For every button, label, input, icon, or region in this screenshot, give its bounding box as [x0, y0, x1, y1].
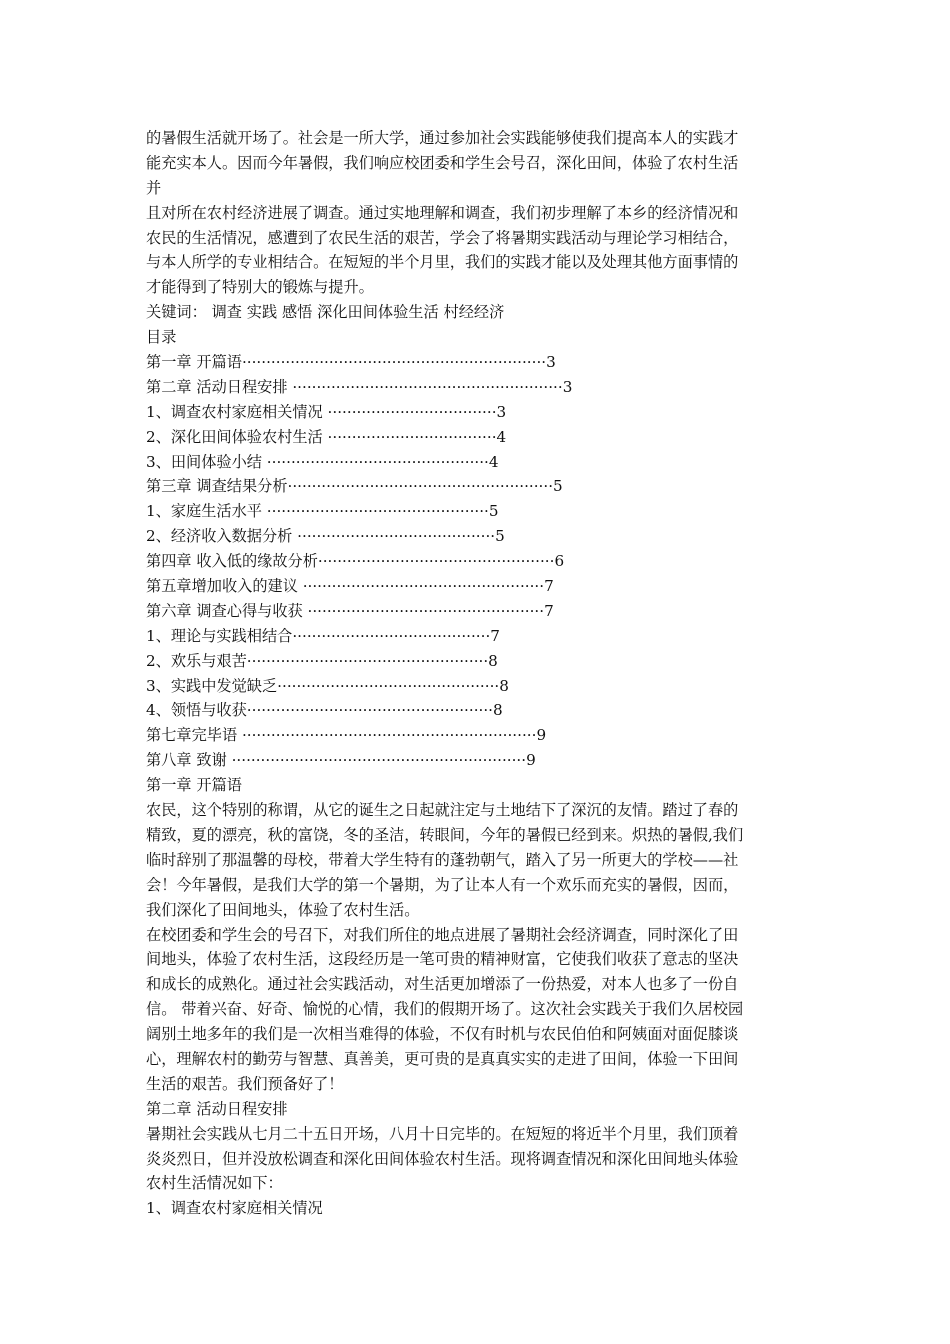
toc-entry: 2、经济收入数据分析 ·········································5	[146, 527, 505, 546]
text-line: 暑期社会实践从七月二十五日开场，八月十日完毕的。在短短的将近半个月里，我们顶着	[146, 1124, 739, 1143]
document-page	[146, 126, 810, 1221]
text-line: 临时辞别了那温馨的母校，带着大学生特有的蓬勃朝气，踏入了另一所更大的学校——社	[146, 850, 739, 869]
toc-entry: 第三章 调查结果分析·······················································5	[146, 477, 563, 496]
text-line: 农民的生活情况，感遭到了农民生活的艰苦，学会了将暑期实践活动与理论学习相结合，	[146, 228, 739, 247]
text-line: 与本人所学的专业相结合。在短短的半个月里，我们的实践才能以及处理其他方面事情的	[146, 253, 739, 272]
toc-entry: 1、调查农村家庭相关情况 ···································3	[146, 402, 507, 421]
text-line: 能充实本人。因而今年暑假，我们响应校团委和学生会号召，深化田间，体验了农村生活	[146, 153, 739, 172]
keywords-line: 关键词： 调查 实践 感悟 深化田间体验生活 村经经济	[146, 303, 505, 322]
toc-entry: 第二章 活动日程安排 ························································3	[146, 377, 573, 396]
chapter-heading: 第二章 活动日程安排	[146, 1099, 288, 1118]
toc-entry: 2、深化田间体验农村生活 ···································4	[146, 427, 507, 446]
toc-entry: 第七章完毕语 ·····························································9	[146, 726, 547, 745]
text-line: 信。 带着兴奋、好奇、愉悦的心情，我们的假期开场了。这次社会实践关于我们久居校园	[146, 1000, 744, 1019]
toc-entry: 第四章 收入低的缘故分析·················································6	[146, 552, 565, 571]
text-line: 并	[146, 178, 162, 197]
text-line: 心，理解农村的勤劳与智慧、真善美，更可贵的是真真实实的走进了田间，体验一下田间	[146, 1049, 739, 1068]
abstract-paragraph	[146, 126, 810, 300]
text-line: 在校团委和学生会的号召下，对我们所住的地点进展了暑期社会经济调查，同时深化了田	[146, 925, 739, 944]
text-line: 我们深化了田间地头，体验了农村生活。	[146, 900, 420, 919]
toc-title: 目录	[146, 328, 177, 347]
chapter-1-paragraph-1	[146, 798, 810, 922]
text-line: 生活的艰苦。我们预备好了！	[146, 1074, 344, 1093]
chapter-heading: 第一章 开篇语	[146, 776, 242, 795]
table-of-contents	[146, 325, 810, 773]
toc-entry: 2、欢乐与艰苦··················································8	[146, 651, 498, 670]
chapter-2-paragraph-1	[146, 1122, 810, 1197]
text-line: 间地头，体验了农村生活，这段经历是一笔可贵的精神财富，它使我们收获了意志的坚决	[146, 950, 739, 969]
toc-entry: 3、田间体验小结 ··············································4	[146, 452, 499, 471]
chapter-1-paragraph-2	[146, 923, 810, 1097]
toc-entry: 3、实践中发觉缺乏··············································8	[146, 676, 509, 695]
toc-entry: 1、家庭生活水平 ··············································5	[146, 502, 499, 521]
text-line: 精致，夏的漂亮，秋的富饶，冬的圣洁，转眼间，今年的暑假已经到来。炽热的暑假,我们	[146, 825, 744, 844]
toc-entry: 第一章 开篇语·······························································3	[146, 353, 556, 372]
toc-entry: 第六章 调查心得与收获 ·················································7	[146, 601, 554, 620]
toc-entry: 第八章 致谢 ·····························································9	[146, 751, 536, 770]
text-line: 和成长的成熟化。通过社会实践活动，对生活更加增添了一份热爱，对本人也多了一份自	[146, 975, 739, 994]
text-line: 会！今年暑假，是我们大学的第一个暑期，为了让本人有一个欢乐而充实的暑假，因而，	[146, 875, 739, 894]
chapter-2-section	[146, 1097, 810, 1221]
text-line: 农村生活情况如下：	[146, 1174, 283, 1193]
text-line: 的暑假生活就开场了。社会是一所大学，通过参加社会实践能够使我们提高本人的实践才	[146, 129, 739, 147]
toc-entry: 第五章增加收入的建议 ··················································7	[146, 577, 554, 596]
chapter-1-section	[146, 773, 810, 1097]
text-line: 阔别土地多年的我们是一次相当难得的体验，不仅有时机与农民伯伯和阿姨面对面促膝谈	[146, 1025, 739, 1044]
text-line: 才能得到了特别大的锻炼与提升。	[146, 278, 374, 297]
section-subheading: 1、调查农村家庭相关情况	[146, 1199, 323, 1218]
text-line: 且对所在农村经济进展了调查。通过实地理解和调查，我们初步理解了本乡的经济情况和	[146, 203, 739, 222]
text-line: 炎炎烈日，但并没放松调查和深化田间体验农村生活。现将调查情况和深化田间地头体验	[146, 1149, 739, 1168]
toc-entry: 4、领悟与收获···················································8	[146, 701, 503, 720]
text-line: 农民，这个特别的称谓，从它的诞生之日起就注定与土地结下了深沉的友情。踏过了春的	[146, 801, 739, 820]
toc-entry: 1、理论与实践相结合·········································7	[146, 626, 500, 645]
